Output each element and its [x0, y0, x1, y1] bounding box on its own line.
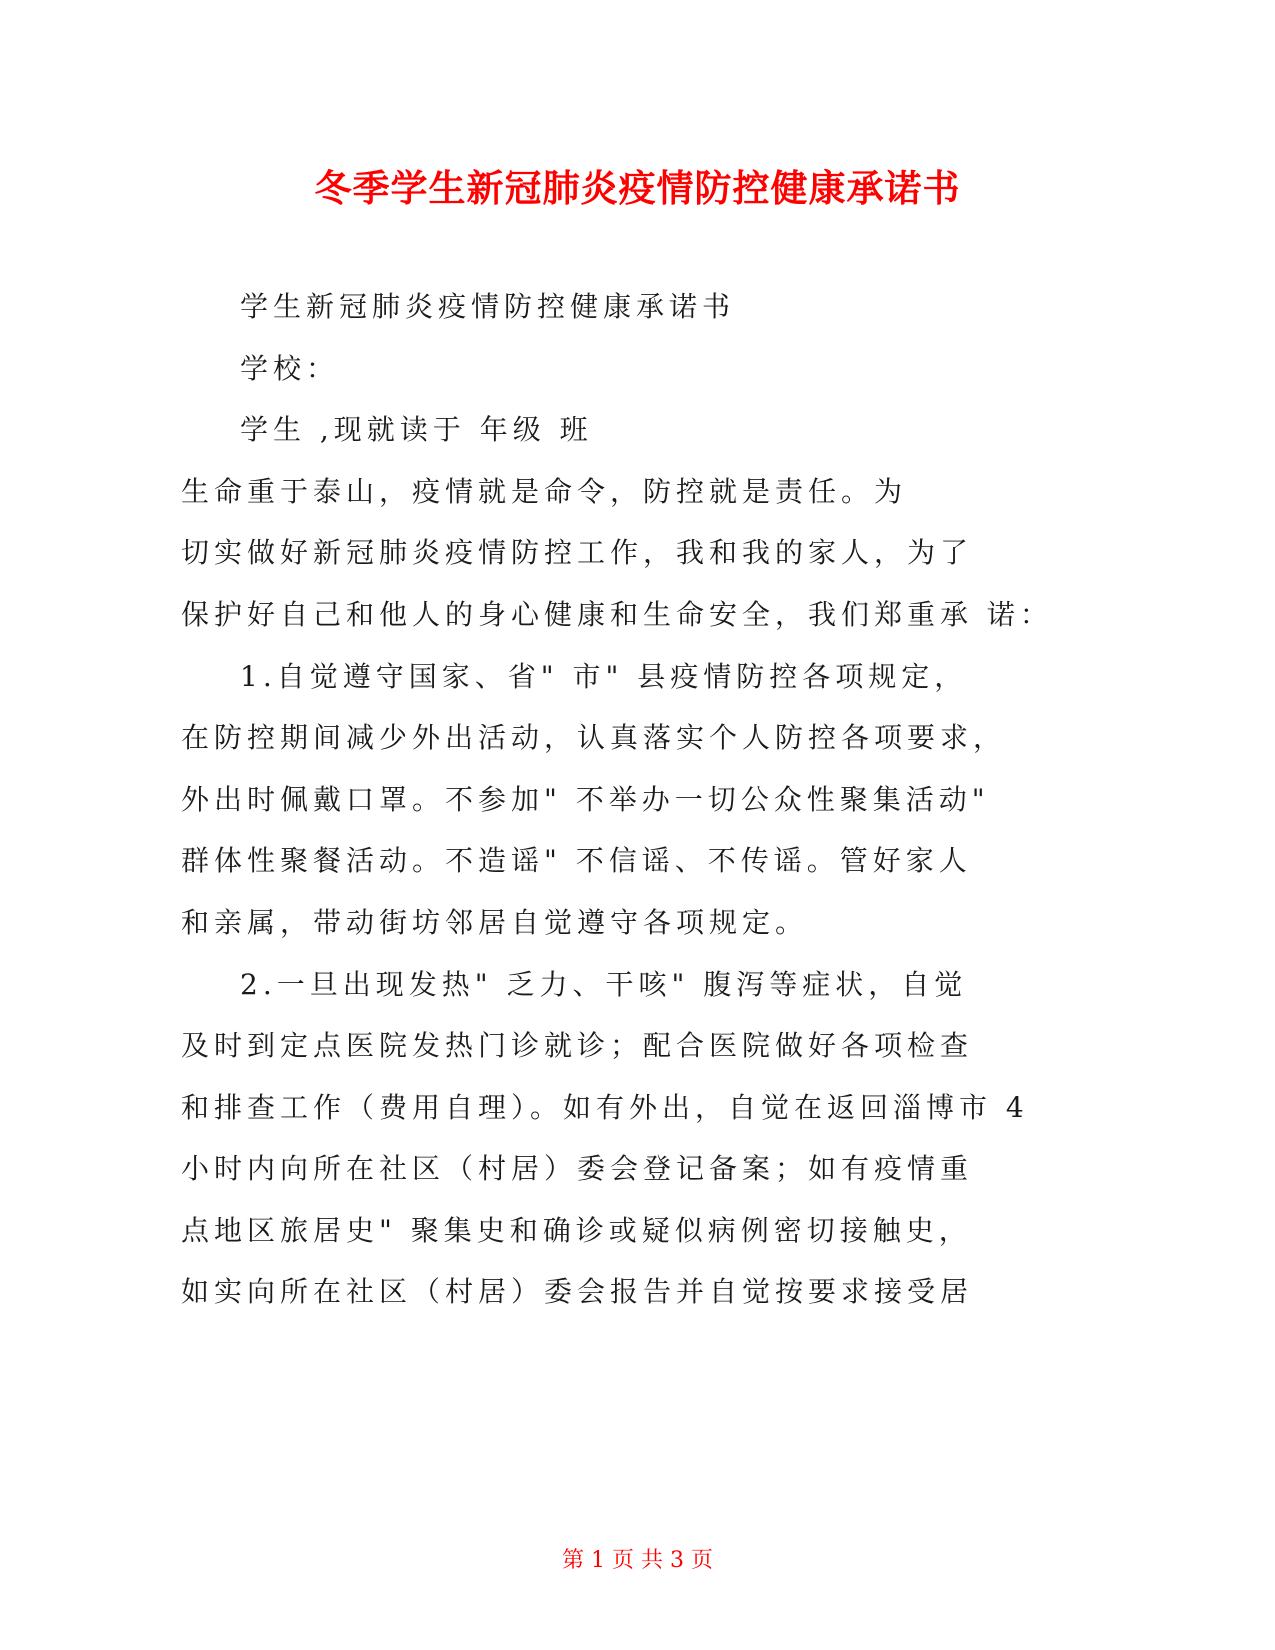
- paragraph-line: 群体性聚餐活动。不造谣" 不信谣、不传谣。管好家人: [181, 844, 972, 877]
- paragraph-line: 生命重于泰山，疫情就是命令，防控就是责任。为: [181, 475, 908, 508]
- paragraph-line: 外出时佩戴口罩。不参加" 不举办一切公众性聚集活动": [181, 783, 990, 816]
- paragraph-line: 学校：: [240, 352, 340, 385]
- paragraph-line: 小时内向所在社区（村居）委会登记备案；如有疫情重: [181, 1152, 974, 1185]
- paragraph-line: 点地区旅居史" 聚集史和确诊或疑似病例密切接触史，: [181, 1214, 972, 1247]
- paragraph-line: 如实向所在社区（村居）委会报告并自觉按要求接受居: [181, 1275, 974, 1308]
- paragraph-line: 保护好自己和他人的身心健康和生命安全，我们郑重承 诺：: [181, 598, 1053, 631]
- paragraph-line: 切实做好新冠肺炎疫情防控工作，我和我的家人，为了: [181, 536, 974, 569]
- paragraph-line: 学生 ,现就读于 年级 班: [240, 413, 593, 446]
- paragraph-line: 学生新冠肺炎疫情防控健康承诺书: [240, 290, 736, 323]
- page-footer: 第 1 页 共 3 页: [562, 1548, 713, 1573]
- paragraph-line: 和排查工作（费用自理）。如有外出，自觉在返回淄博市 4: [181, 1091, 1029, 1124]
- document-title: 冬季学生新冠肺炎疫情防控健康承诺书: [314, 167, 961, 210]
- paragraph-line: 在防控期间减少外出活动，认真落实个人防控各项要求，: [181, 721, 1007, 754]
- paragraph-line: 及时到定点医院发热门诊就诊；配合医院做好各项检查: [181, 1029, 974, 1062]
- paragraph-line: 和亲属，带动街坊邻居自觉遵守各项规定。: [181, 906, 809, 939]
- paragraph-line: 1.自觉遵守国家、省" 市" 县疫情防控各项规定，: [240, 660, 968, 693]
- paragraph-line: 2.一旦出现发热" 乏力、干咳" 腹泻等症状，自觉: [240, 968, 968, 1001]
